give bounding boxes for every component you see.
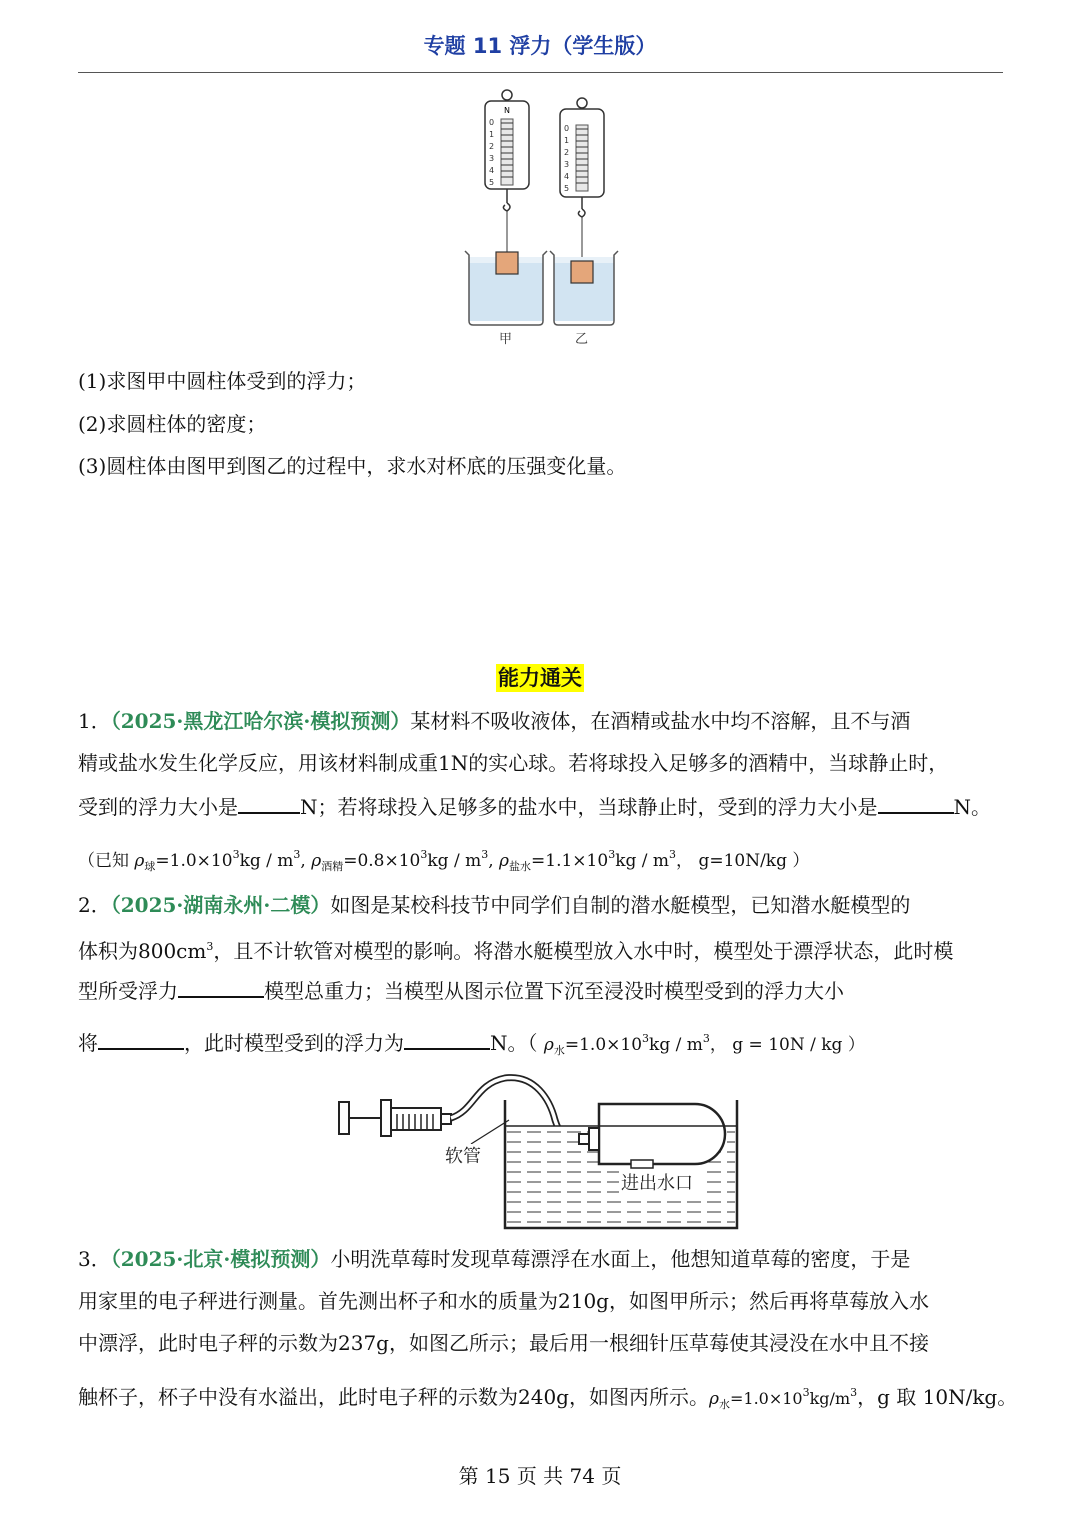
q2-line3 [78,974,1013,1006]
subquestion-2: (2)求圆柱体的密度； [78,412,267,436]
exp: 3 [669,848,677,861]
q1-known-values: （已知 $\rho_球=1.0\times 10^3kg / m^3$, $\rho_{酒精}=0.8\times 10^3kg / m^3$, $\rho_{盐水}=1.1\times 10^3kg / m^3$， g=10N/kg ） [78,848,810,873]
syringe [339,1100,451,1136]
exp: 3 [802,1386,810,1399]
page-header-title: 专题 11 浮力（学生版） [423,34,657,58]
q2-text: ，且不计软管对模型的影响。将潜水艇模型放入水中时，模型处于漂浮状态，此时模 [213,939,954,963]
q2-answer-blank-2[interactable] [98,1026,184,1050]
rho-water-sub: 水 [718,1398,730,1411]
q2-text: 体积为800cm [78,939,207,963]
q3-line3: 中漂浮，此时电子秤的示数为237g，如图乙所示；最后用一根细针压草莓使其浸没在水中且不接 [78,1331,929,1355]
section-heading [0,662,1080,692]
scale-mark: 5 [489,178,495,187]
submarine-figure [335,1070,745,1232]
subquestion-3: (3)圆柱体由图甲到图乙的过程中，求水对杯底的压强变化量。 [78,454,627,478]
rho-alcohol-sub: 酒精 [321,860,344,873]
scale-mark: 4 [489,166,495,175]
q1-answer-blank-1[interactable] [238,790,300,814]
rho-water-value: =1.0×10 [564,1035,643,1055]
scale-mark: 1 [489,130,495,139]
spring-scale-figure [455,85,635,350]
unit: kg / m [615,851,670,871]
scale-mark: 0 [564,124,570,133]
beaker-left [465,251,547,347]
q2-answer-blank-3[interactable] [404,1026,490,1050]
g-value: g=10N/kg ） [698,851,810,871]
q3-line1 [78,1244,1013,1274]
q1-text: N；若将球投入足够多的盐水中，当球静止时，受到的浮力大小是 [300,795,878,819]
q2-text: N。（ [490,1031,538,1055]
scale-mark: 0 [489,118,495,127]
q2-text: 模型总重力；当模型从图示位置下沉至浸没时模型受到的浮力大小 [264,979,844,1003]
exp: 3 [206,940,214,953]
scale-mark: 4 [564,172,570,181]
q3-text: 小明洗草莓时发现草莓漂浮在水面上，他想知道草莓的密度，于是 [330,1247,911,1271]
q2-source: （2025·湖南永州·二模） [110,893,331,917]
section-title: 能力通关 [498,666,582,690]
scale-mark: 2 [564,148,570,157]
label-jia: 甲 [499,332,513,347]
g-value: g = 10N / kg ） [732,1035,865,1055]
label-yi: 乙 [575,332,589,347]
rho-water-value: =1.0×10 [729,1389,803,1408]
q3-text: 触杯子，杯子中没有水溢出，此时电子秤的示数为240g，如图丙所示。 [78,1385,709,1409]
q1-text: 某材料不吸收液体，在酒精或盐水中均不溶解，且不与酒 [410,709,911,733]
q3-number: 3． [78,1247,111,1271]
q2-text: 如图是某校科技节中同学们自制的潜水艇模型，已知潜水艇模型的 [330,893,911,917]
label-hose: 软管 [445,1146,481,1167]
exp: 3 [642,1032,650,1045]
scale-mark: 5 [564,184,570,193]
q3-line4: 触杯子，杯子中没有水溢出，此时电子秤的示数为240g，如图丙所示。$\rho_水=1.0\times 10^3kg/m^3$，g 取 10N/kg。 [78,1385,1018,1411]
exp: 3 [850,1386,858,1399]
exp: 3 [232,848,240,861]
q2-text: 将 [78,1031,98,1055]
q2-number: 2． [78,893,111,917]
q1-answer-blank-2[interactable] [878,790,954,814]
unit: kg / m [239,851,294,871]
q2-text: ，此时模型受到的浮力为 [184,1031,404,1055]
spring-scale-left [485,90,529,253]
page-footer: 第 15 页 共 74 页 [458,1464,622,1488]
q2-line4: 将 ，此时模型受到的浮力为 N。（ $\rho_水=1.0\times 10^3kg / m^3$， g = 10N / kg ） [78,1024,1013,1066]
rho-water-sub: 水 [553,1044,565,1057]
exp: 3 [702,1032,710,1045]
rho-alcohol-value: =0.8×10 [343,851,421,871]
q2-text: 型所受浮力 [78,979,178,1003]
rho-brine-value: =1.1×10 [531,851,609,871]
exp: 3 [420,848,428,861]
rho-ball-sub: 球 [144,860,156,873]
q1-text: 受到的浮力大小是 [78,795,238,819]
scale-mark: 1 [564,136,570,145]
q2-line1 [78,890,1013,920]
q1-number: 1． [78,709,111,733]
unit: kg / m [427,851,482,871]
q2-answer-blank-1[interactable] [178,974,264,998]
exp: 3 [608,848,616,861]
q1-known-open: （已知 [78,851,129,871]
q1-line3 [78,790,1013,822]
header-divider [78,72,1003,73]
rho-ball-value: =1.0×10 [155,851,233,871]
scale-letter-left: N [504,106,510,115]
submarine-model [579,1104,725,1168]
q1-text: N。 [953,795,991,819]
exp: 3 [293,848,301,861]
exp: 3 [481,848,489,861]
q3-source: （2025·北京·模拟预测） [110,1247,331,1271]
spring-scale-right [560,98,604,261]
unit: kg / m [649,1035,703,1055]
q2-line2 [78,932,1013,966]
q3-line2: 用家里的电子秤进行测量。首先测出杯子和水的质量为210g，如图甲所示；然后再将草莓放入水 [78,1289,929,1313]
q3-text: ，g 取 10N/kg。 [857,1385,1018,1409]
unit: kg/m [809,1389,851,1408]
q1-line2: 精或盐水发生化学反应，用该材料制成重1N的实心球。若将球投入足够多的酒精中，当球静止时， [78,751,949,775]
label-water-port: 进出水口 [621,1173,693,1194]
scale-mark: 3 [564,160,570,169]
scale-mark: 2 [489,142,495,151]
q1-line1 [78,706,1013,736]
beaker-right [550,251,618,347]
q1-source: （2025·黑龙江哈尔滨·模拟预测） [110,709,411,733]
scale-mark: 3 [489,154,495,163]
subquestion-1: (1)求图甲中圆柱体受到的浮力； [78,369,367,393]
rho-brine-sub: 盐水 [509,860,532,873]
